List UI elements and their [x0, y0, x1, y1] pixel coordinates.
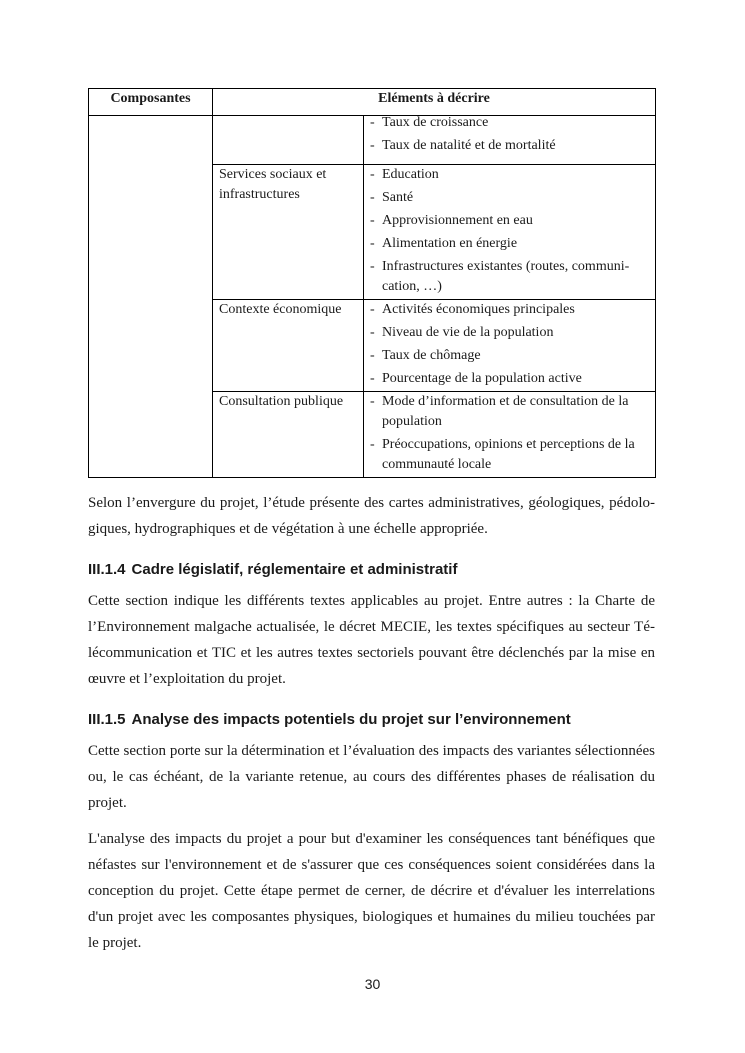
elements-cell [364, 300, 656, 392]
paragraph-impacts-1: Cette section porte sur la détermination et l’évaluation des impacts des variantes sélectionnées ou, le cas échéant, de la variante retenue, au cours des différentes phases de réalisation du projet. [88, 743, 655, 811]
list-item: - Taux de chômage [370, 348, 481, 363]
header-composantes: Composantes [89, 89, 213, 116]
list-item: - Taux de natalité et de mortalité [370, 138, 556, 153]
list-item: - Approvisionnement en eau [370, 213, 533, 228]
composante-cell [89, 116, 213, 478]
page-content [88, 88, 655, 956]
section-heading-115 [88, 710, 655, 730]
subcomponent-cell: Contexte économique [213, 300, 364, 392]
list-item: - Préoccupations, opinions et perceptions de la communauté locale [370, 437, 635, 472]
list-item: - Mode d’information et de consultation de la population [370, 394, 629, 429]
subcomponent-cell: Services sociaux et infrastructures [213, 165, 364, 300]
section-heading-114 [88, 560, 655, 580]
header-elements: Eléments à décrire [213, 89, 656, 116]
elements-table [88, 88, 656, 478]
list-item: - Education [370, 167, 439, 182]
list-item: - Taux de croissance [370, 115, 489, 130]
list-item: - Niveau de vie de la population [370, 325, 554, 340]
list-item: - Santé [370, 190, 414, 205]
section-number: III.1.4 [88, 561, 126, 578]
elements-cell [364, 392, 656, 478]
elements-cell [364, 116, 656, 165]
page-number: 30 [364, 976, 381, 992]
list-item: - Activités économiques principales [370, 302, 575, 317]
list-item: - Infrastructures existantes (routes, communi-cation, …) [370, 259, 630, 294]
paragraph-cadre: Cette section indique les différents textes applicables au projet. Entre autres : la Charte de l’Environnement malgache actualisée, le décret MECIE, les textes spécifiques au secteur Té-lécommunication et TIC et les autres textes sectoriels pouvant être déclenchés par la mise en œuvre et l’exploitation du projet. [88, 593, 655, 687]
section-title: Analyse des impacts potentiels du projet sur l’environnement [131, 711, 571, 728]
section-title: Cadre législatif, réglementaire et administratif [131, 561, 458, 578]
section-number: III.1.5 [88, 711, 126, 728]
elements-cell [364, 165, 656, 300]
table-header-row [89, 89, 656, 116]
list-item: - Pourcentage de la population active [370, 371, 582, 386]
subcomponent-cell [213, 116, 364, 165]
paragraph-impacts-2: L'analyse des impacts du projet a pour but d'examiner les conséquences tant bénéfiques que néfastes sur l'environnement et de s'assurer que ces conséquences soient considérées dans la conception du projet. Cette étape permet de cerner, de décrire et d'évaluer les interrelations d'un projet avec les composantes physiques, biologiques et humaines du milieu touchées par le projet. [88, 831, 655, 951]
list-item: - Alimentation en énergie [370, 236, 518, 251]
subcomponent-cell: Consultation publique [213, 392, 364, 478]
paragraph-maps: Selon l’envergure du projet, l’étude présente des cartes administratives, géologiques, pédolo-giques, hydrographiques et de végétation à une échelle appropriée. [88, 495, 655, 537]
table-row [89, 116, 656, 165]
